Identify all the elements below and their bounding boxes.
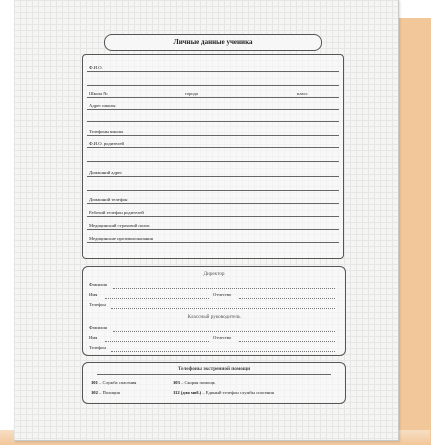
director-surname-label: Фамилия [89, 282, 107, 287]
student-data-form [82, 54, 344, 259]
label-parents-work-phone: Рабочий телефон родителей [89, 210, 144, 215]
label-fio: Ф.И.О. [89, 65, 103, 70]
label-home-phone: Домашний телефон [89, 197, 128, 202]
emergency-item [91, 390, 120, 395]
label-class: класс [297, 91, 308, 96]
teacher-phone-label: Телефон [89, 345, 106, 350]
teacher-patronymic-label: Отчество [213, 335, 232, 340]
emergency-item [91, 380, 136, 385]
label-school-phones: Телефоны школы [89, 129, 124, 134]
row-home-address-continued[interactable] [87, 176, 339, 191]
row-parents-fio-continued[interactable] [87, 147, 339, 162]
label-school-no: Школа № [89, 91, 108, 96]
director-patronymic-label: Отчество [213, 292, 232, 297]
director-heading: Директор [203, 271, 225, 277]
class-teacher-heading: Классный руководитель [187, 314, 241, 320]
page-title: Личные данные ученика [104, 34, 322, 51]
emergency-text: – Служба спасения [99, 380, 137, 385]
teacher-surname-field[interactable] [113, 331, 335, 332]
emergency-heading: Телефоны экстренной помощи [177, 366, 251, 372]
teacher-phone-field[interactable] [111, 351, 335, 352]
label-parents-fio: Ф.И.О. родителей [89, 141, 124, 146]
label-contraindications: Медицинские противопоказания [89, 236, 153, 241]
row-fio-continued[interactable] [87, 71, 339, 86]
label-school-address: Адрес школы [89, 103, 116, 108]
director-name-field[interactable] [105, 298, 209, 299]
row-contraindications[interactable] [87, 229, 339, 243]
row-home-phone[interactable] [87, 190, 339, 204]
emergency-item [173, 380, 215, 385]
row-insurance[interactable] [87, 216, 339, 230]
emergency-number: 102 [91, 390, 98, 395]
label-city: города [185, 91, 198, 96]
emergency-number: 112 (для моб.) [173, 390, 202, 395]
row-school-phones[interactable] [87, 121, 339, 136]
emergency-item [173, 390, 274, 395]
emergency-divider [97, 374, 331, 375]
director-phone-label: Телефон [89, 302, 106, 307]
emergency-text: – Единый телефон службы спасения [202, 390, 274, 395]
emergency-number: 103 [173, 380, 180, 385]
emergency-text: – Скорая помощь [181, 380, 215, 385]
staff-section [82, 266, 346, 356]
director-surname-field[interactable] [113, 288, 335, 289]
director-phone-field[interactable] [111, 308, 335, 309]
director-name-label: Имя [89, 292, 98, 297]
label-insurance: Медицинский страховой полис [89, 223, 150, 228]
teacher-name-field[interactable] [105, 341, 209, 342]
emergency-number: 101 [91, 380, 98, 385]
row-parents-work-phone[interactable] [87, 203, 339, 217]
emergency-phones-section [82, 362, 346, 404]
director-patronymic-field[interactable] [239, 298, 335, 299]
emergency-text: – Полиция [99, 390, 120, 395]
teacher-name-label: Имя [89, 335, 98, 340]
row-home-address[interactable] [87, 161, 339, 177]
label-home-address: Домашний адрес [89, 170, 123, 175]
teacher-surname-label: Фамилия [89, 325, 107, 330]
teacher-patronymic-field[interactable] [239, 341, 335, 342]
row-contraindications-continued[interactable] [87, 242, 339, 254]
